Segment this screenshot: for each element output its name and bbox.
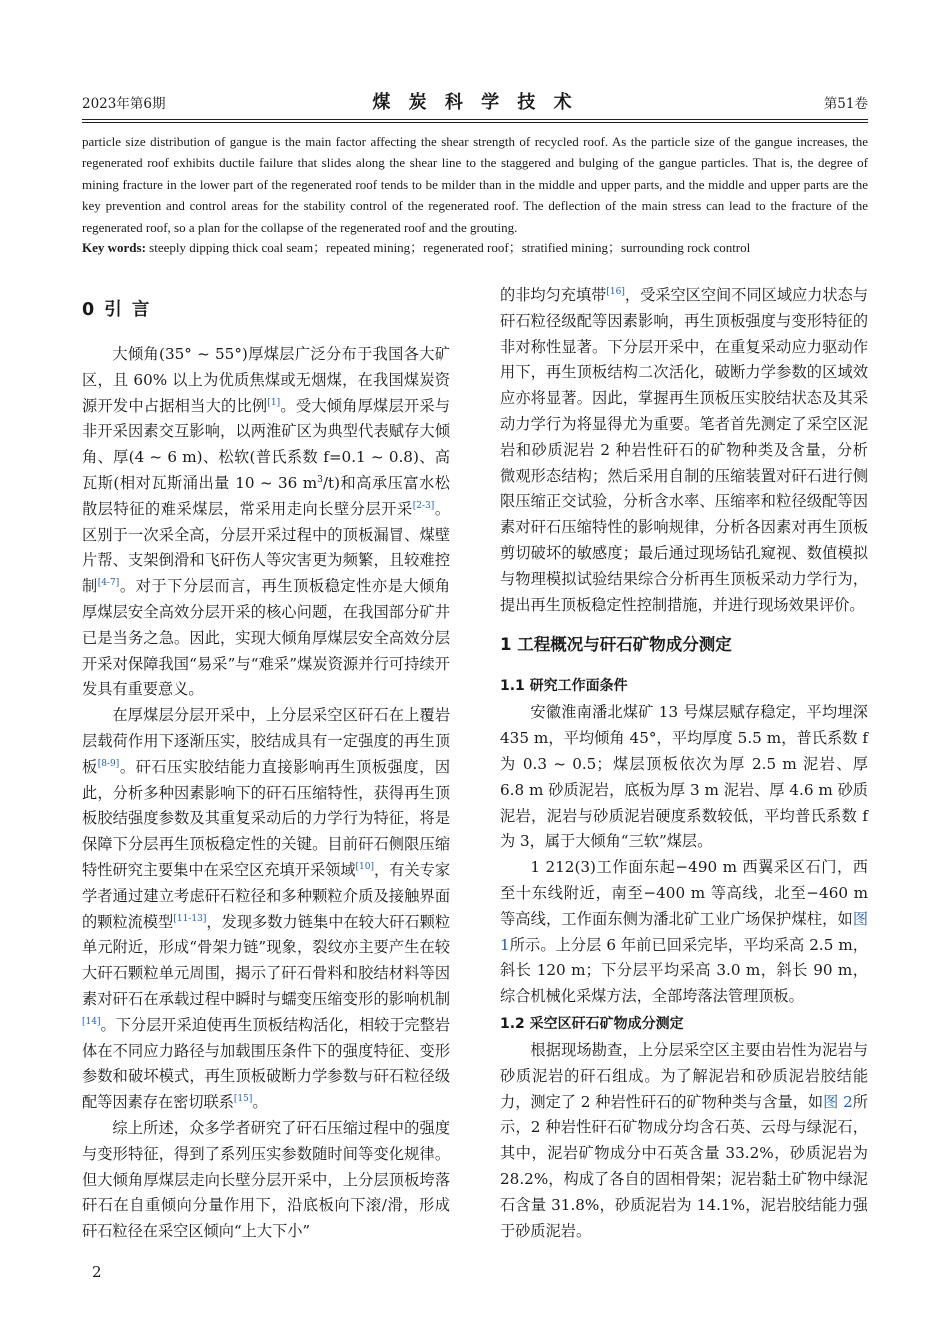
abstract-continuation: particle size distribution of gangue is the main factor affecting the shear strength of recycled roof. As the particle size of the gangue increases, the regenerated roof exhibits ductile failure that slides along the shear line to the staggered and bulging of the gangue particles. That is, the degree of mining fracture in the lower part of the regenerated roof tends to be milder than in the middle and upper parts, and the middle and upper parts are the key prevention and control areas for the stability control of the regenerated roof. The deflection of the main stress can lead to the fracture of the regenerated roof, so a plan for the collapse of the regenerated roof and the grouting.: [82, 134, 868, 235]
section-1-1-heading: 1.1 研究工作面条件: [500, 678, 628, 695]
keywords: [82, 237, 868, 258]
intro-paragraph-3-start: 综上所述，众多学者研究了矸石压缩过程中的强度与变形特征，得到了系列压实参数随时间等变化规律。但大倾角厚煤层走向长壁分层开采中，上分层顶板垮落矸石在自重倾向分量作用下，沿底板向下滚/滑，形成矸石粒径在采空区倾向“上大下小”: [82, 1118, 450, 1241]
citation-16[interactable]: [16]: [606, 286, 625, 297]
section-0-heading: 0 引 言: [82, 300, 152, 320]
citation-1[interactable]: [1]: [267, 397, 281, 408]
intro-paragraph-2: 在厚煤层分层开采中，上分层采空区矸石在上覆岩层载荷作用下逐渐压实，胶结成具有一定强度的再生顶板[8-9]。矸石压实胶结能力直接影响再生顶板强度，因此，分析多种因素影响下的矸石压缩特性，获得再生顶板胶结强度参数及其重复采动后的力学行为特征，将是保障下分层再生顶板稳定性的关键。目前矸石侧限压缩特性研究主要集中在采空区充填开采领域[10]，有关专家学者通过建立考虑矸石粒径和多种颗粒介质及接触界面的颗粒流模型[11-13]，发现多数力链集中在较大矸石颗粒单元附近，形成“骨架力链”现象，裂纹亦主要产生在较大矸石颗粒单元周围，揭示了矸石骨料和胶结材料等因素对矸石在承载过程中瞬时与蠕变压缩变形的影响机制[14]。下分层开采迫使再生顶板结构活化，相较于完整岩体在不同应力路径与加载围压条件下的强度特征、变形参数和破坏模式，再生顶板破断力学参数与矸石粒径级配等因素存在密切联系[15]。: [82, 706, 451, 1112]
header-rule-thin: [82, 122, 868, 123]
issue-label: 2023年第6期: [82, 96, 166, 112]
figure-1-link[interactable]: 图 1: [500, 909, 868, 954]
volume-label: 第51卷: [823, 96, 868, 112]
page-number: 2: [92, 1263, 102, 1281]
right-column: [500, 283, 868, 1244]
figure-2-link[interactable]: 图 2: [823, 1092, 853, 1111]
superscript-3: 3: [317, 474, 323, 485]
citation-11-13[interactable]: [11-13]: [173, 913, 207, 924]
citation-15[interactable]: [15]: [233, 1094, 253, 1105]
section-1-2-heading: 1.2 采空区矸石矿物成分测定: [500, 1015, 684, 1032]
section-1-1-paragraph-2: 1 212(3)工作面东起−490 m 西翼采区石门，西至十东线附近，南至−400 m 等高线，北至−460 m 等高线，工作面东侧为潘北矿工业广场保护煤柱，如图 1所示。上分层 6 年前已回采完毕，平均采高 2.5 m，斜长 120 m；下分层平均采高 3.0 m，斜长 90 m，综合机械化采煤方法，全部垮落法管理顶板。: [500, 858, 868, 1006]
section-1-1-paragraph-1: 安徽淮南潘北煤矿 13 号煤层赋存稳定，平均埋深 435 m，平均倾角 45°，平均厚度 5.5 m，普氏系数 f 为 0.3 ~ 0.5；煤层顶板依次为厚 2.5 m 泥岩、厚 6.8 m 砂质泥岩，底板为厚 3 m 泥岩、厚 4.6 m 砂质泥岩，泥岩与砂质泥岩硬度系数较低，平均普氏系数 f 为 3，属于大倾角“三软”煤层。: [500, 703, 868, 851]
citation-2-3[interactable]: [2-3]: [412, 500, 435, 511]
section-1-heading: 1 工程概况与矸石矿物成分测定: [500, 635, 732, 655]
citation-4-7[interactable]: [4-7]: [97, 578, 120, 589]
section-1-2-paragraph-1: 根据现场勘查，上分层采空区主要由岩性为泥岩与砂质泥岩的矸石组成。为了解泥岩和砂质泥岩胶结能力，测定了 2 种岩性矸石的矿物种类与含量，如图 2所示，2 种岩性矸石矿物成分均含石英、云母与绿泥石，其中，泥岩矿物成分中石英含量 33.2%，砂质泥岩为 28.2%，构成了各自的固相骨架；泥岩黏土矿物中绿泥石含量 31.8%，砂质泥岩为 14.1%，泥岩胶结能力强于砂质泥岩。: [500, 1040, 868, 1240]
intro-paragraph-1: 大倾角(35° ~ 55°)厚煤层广泛分布于我国各大矿区，且 60% 以上为优质焦煤或无烟煤，在我国煤炭资源开发中占据相当大的比例[1]。受大倾角厚煤层开采与非开采因素交互影响，以两淮矿区为典型代表赋存大倾角、厚(4 ~ 6 m)、松软(普氏系数 f=0.1 ~ 0.8)、高瓦斯(相对瓦斯涌出量 10 ~ 36 $m^3/t$)和高承压富水松散层特征的难采煤层，常采用走向长壁分层开采[2-3]。区别于一次采全高，分层开采过程中的顶板漏冒、煤壁片帮、支架倒滑和飞矸伤人等灾害更为频繁，且较难控制[4-7]。对于下分层而言，再生顶板稳定性亦是大倾角厚煤层安全高效分层开采的核心问题，在我国部分矿井已是当务之急。因此，实现大倾角厚煤层安全高效分层开采对保障我国“易采”与“难采”煤炭资源并行可持续开发具有重要意义。: [82, 345, 451, 699]
left-column: [82, 296, 450, 1245]
journal-title: 煤 炭 科 学 技 术: [372, 92, 578, 113]
header-rule: [82, 119, 868, 120]
citation-10[interactable]: [10]: [355, 861, 375, 872]
keywords-text: steeply dipping thick coal seam；repeated mining；regenerated roof；stratified mining；surrounding rock control: [145, 240, 751, 255]
citation-14[interactable]: [14]: [82, 1016, 101, 1027]
intro-paragraph-3-cont: 的非均匀充填带[16]，受采空区空间不同区域应力状态与矸石粒径级配等因素影响，再生顶板强度与变形特征的非对称性显著。下分层开采中，在重复采动应力驱动作用下，再生顶板结构二次活化，破断力学参数的区域效应亦将显著。因此，掌握再生顶板压实胶结状态及其采动力学行为将显得尤为重要。笔者首先测定了采空区泥岩和砂质泥岩 2 种岩性矸石的矿物种类及含量，分析微观形态结构；然后采用自制的压缩装置对矸石进行侧限压缩正交试验，分析含水率、压缩率和粒径级配等因素对矸石压缩特性的影响规律，分析各因素对再生顶板剪切破坏的敏感度；最后通过现场钻孔窥视、数值模拟与物理模拟试验结果综合分析再生顶板采动力学行为，提出再生顶板稳定性控制措施，并进行现场效果评价。: [500, 286, 869, 614]
running-header: [82, 88, 868, 118]
keywords-label: Key words:: [82, 240, 146, 255]
citation-8-9[interactable]: [8-9]: [97, 758, 120, 769]
